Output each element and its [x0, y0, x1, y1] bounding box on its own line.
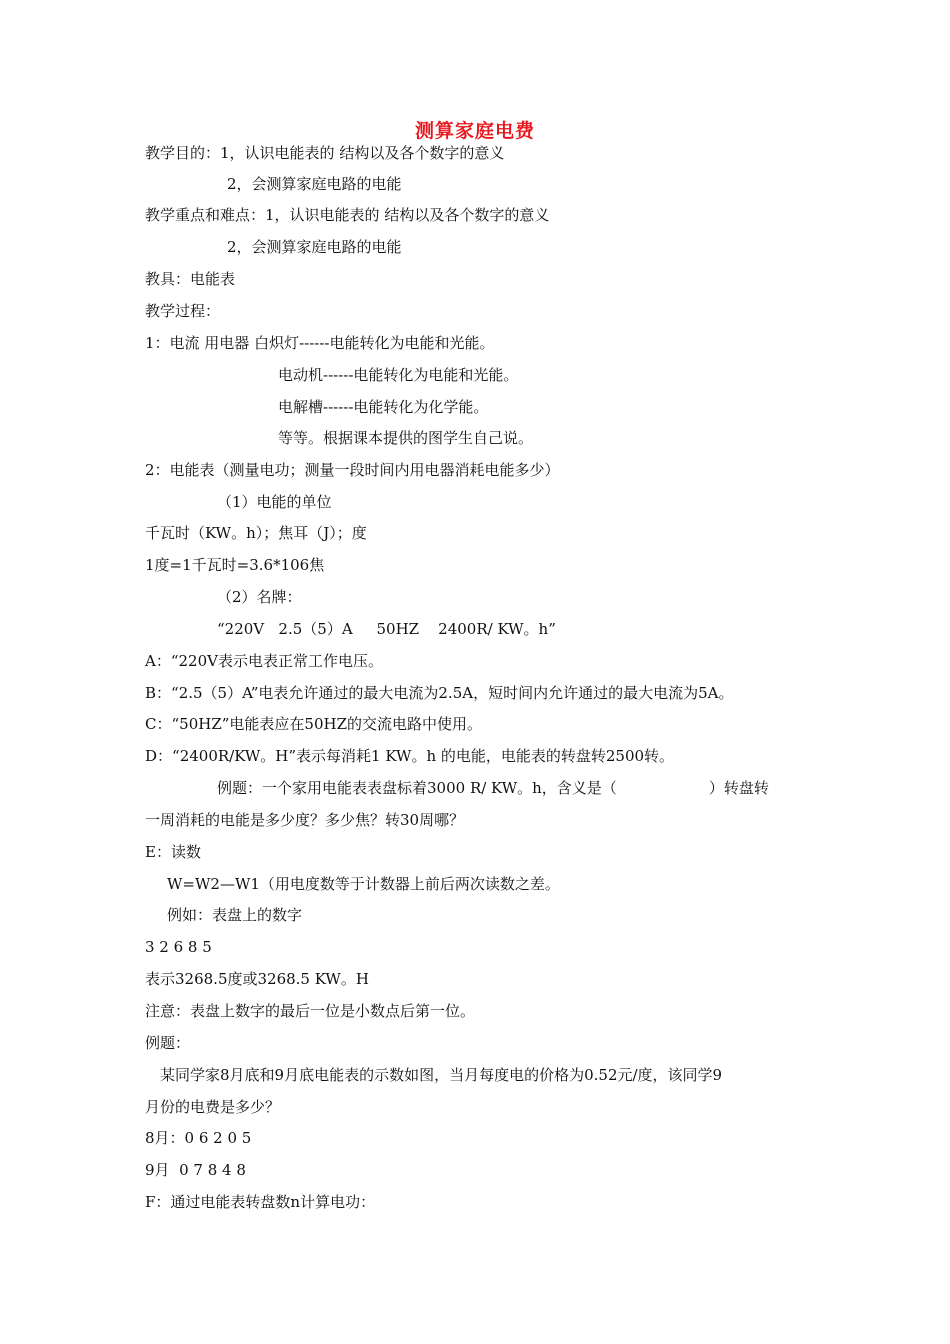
text-line: 2，会测算家庭电路的电能 — [227, 238, 402, 256]
text-line: 例如：表盘上的数字 — [167, 906, 303, 924]
text-line: 2，会测算家庭电路的电能 — [227, 175, 402, 193]
example-question-line — [217, 778, 769, 798]
text-line: 表示3268.5度或3268.5 KW。H — [145, 970, 369, 988]
text-line: 1：电流 用电器 白炽灯------电能转化为电能和光能。 — [145, 334, 495, 352]
text-line: F：通过电能表转盘数n计算电功： — [145, 1193, 376, 1211]
document-title: 测算家庭电费 — [414, 120, 535, 142]
text-line: 电动机------电能转化为电能和光能。 — [278, 366, 519, 384]
text-line: （1）电能的单位 — [217, 493, 332, 511]
text-line: 等等。根据课本提供的图学生自己说。 — [278, 429, 534, 447]
text-line: E：读数 — [145, 843, 201, 861]
text-line: 教具：电能表 — [145, 270, 236, 288]
text-line: 注意：表盘上数字的最后一位是小数点后第一位。 — [145, 1002, 476, 1020]
text-line: 月份的电费是多少？ — [145, 1098, 281, 1116]
text-line: C：“50HZ”电能表应在50HZ的交流电路中使用。 — [145, 715, 482, 733]
text-line: （2）名牌： — [217, 588, 302, 606]
text-line: D：“2400R/KW。H”表示每消耗1 KW。h 的电能，电能表的转盘转2500转。 — [145, 747, 675, 765]
text-line: 例题： — [145, 1034, 191, 1052]
text-line: 2：电能表（测量电功；测量一段时间内用电器消耗电能多少） — [145, 461, 560, 479]
example-question-text: 例题：一个家用电能表表盘标着3000 R/ KW。h，含义是（ — [217, 779, 617, 797]
text-line: 电解槽------电能转化为化学能。 — [278, 398, 489, 416]
text-line: “220V 2.5（5）A 50HZ 2400R/ KW。h” — [217, 620, 556, 638]
text-line: 千瓦时（KW。h）；焦耳（J）；度 — [145, 524, 367, 542]
example-question-tail: ）转盘转 — [708, 779, 769, 797]
text-line: A：“220V表示电表正常工作电压。 — [145, 652, 383, 670]
text-line: B：“2.5（5）A”电表允许通过的最大电流为2.5A，短时间内允许通过的最大电流为5A。 — [145, 684, 734, 702]
text-line: 9月 0 7 8 4 8 — [145, 1161, 246, 1179]
text-line: 教学过程： — [145, 302, 221, 320]
text-line: 1度=1千瓦时=3.6*106焦 — [145, 556, 325, 574]
text-line: 教学目的：1，认识电能表的 结构以及各个数字的意义 — [145, 144, 505, 162]
text-line: 一周消耗的电能是多少度？多少焦？转30周哪？ — [145, 811, 465, 829]
text-line: 某同学家8月底和9月底电能表的示数如图，当月每度电的价格为0.52元/度，该同学9 — [160, 1066, 723, 1084]
text-line: W=W2—W1（用电度数等于计数器上前后两次读数之差。 — [167, 875, 560, 893]
text-line: 教学重点和难点：1，认识电能表的 结构以及各个数字的意义 — [145, 206, 550, 224]
text-line: 3 2 6 8 5 — [145, 938, 212, 956]
text-line: 8月：0 6 2 0 5 — [145, 1129, 252, 1147]
